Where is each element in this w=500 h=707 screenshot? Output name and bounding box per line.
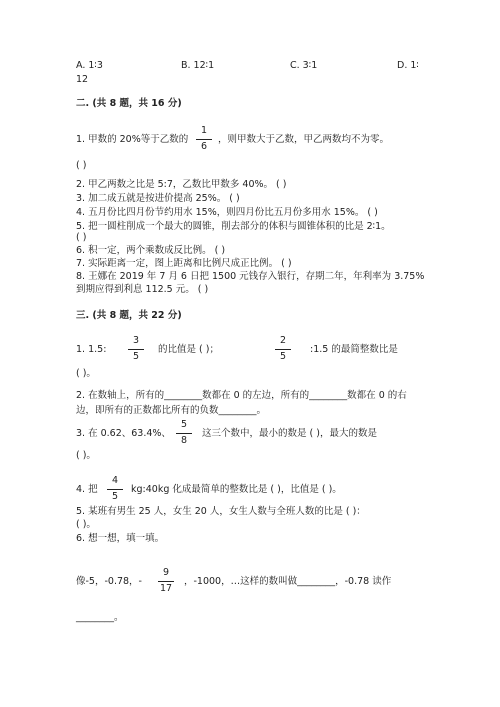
s2-q5: 5. 把一圆柱削成一个最大的圆锥，削去部分的体积与圆锥体积的比是 2∶1。 [76,221,391,232]
s3-q2-line2: 边，即所有的正数都比所有的负数________。 [76,405,267,416]
s2-q6: 6. 积一定，两个乘数成反比例。 ( ) [76,245,226,256]
s3-q6: 6. 想一想，填一填。 [76,533,165,544]
fraction-bar [107,489,123,490]
s3-q3-text-start: 3. 在 0.62、63.4%、 [76,428,171,439]
section2-heading: 二. (共 8 题，共 16 分) [76,98,182,109]
fraction-denominator: 17 [159,583,173,594]
s3-q6-fraction [158,567,174,595]
s3-q6-text-start: 像-5，-0.78，- [76,576,142,587]
s3-q6-line2: ________。 [76,612,124,623]
fraction-denominator: 5 [279,351,287,362]
s2-q8-line2: 到期应得到利息 112.5 元。 ( ) [76,284,209,295]
s3-q2-line1: 2. 在数轴上，所有的________数都在 0 的左边，所有的________数都在 0 的右 [76,390,407,401]
fraction-bar [158,581,174,582]
option-b: B. 12∶1 [181,60,215,71]
fraction-numerator: 3 [132,335,140,346]
s2-q7: 7. 实际距离一定，图上距离和比例尺成正比例。 ( ) [76,258,292,269]
s3-q5-line2: ( )。 [76,519,96,530]
option-a: A. 1∶3 [76,60,103,71]
fraction-numerator: 9 [162,567,170,578]
fraction-denominator: 6 [200,141,208,152]
s3-q1-text-end: :1.5 的最简整数比是 [310,344,398,355]
fraction-denominator: 8 [180,435,188,446]
option-c: C. 3∶1 [290,60,318,71]
s3-q1-text-mid: 的比值是 ( )； [158,344,219,355]
s2-q1-answer-paren: ( ) [76,160,87,171]
s3-q3-text-end: 这三个数中，最小的数是 ( )，最大的数是 [202,428,377,439]
s2-q1-fraction [196,125,212,153]
s3-q1-text-start: 1. 1.5: [76,344,107,355]
s3-q3-line2: ( )。 [76,450,96,461]
s2-q5-answer-paren: ( ) [76,232,87,243]
s3-q6-text-end: ，-1000，…这样的数叫做________，-0.78 读作 [184,576,392,587]
fraction-numerator: 5 [180,419,188,430]
s3-q5-line1: 5. 某班有男生 25 人，女生 20 人，女生人数与全班人数的比是 ( )： [76,506,366,517]
s2-q4: 4. 五月份比四月份节约用水 15%，则四月份比五月份多用水 15%。 ( ) [76,207,378,218]
fraction-denominator: 5 [111,491,119,502]
s2-q8-line1: 8. 王娜在 2019 年 7 月 6 日把 1500 元钱存入银行，存期二年，年利率为 3.75% [76,271,425,282]
fraction-numerator: 1 [200,125,208,136]
s3-q4-fraction [107,475,123,503]
section3-heading: 三. (共 8 题，共 22 分) [76,310,182,321]
fraction-bar [196,139,212,140]
option-d-continued: 12 [76,74,89,85]
s3-q3-fraction [176,419,192,447]
s3-q1-fraction-1 [128,335,144,363]
option-d: D. 1∶ [397,60,419,71]
s3-q1-fraction-2 [275,335,291,363]
fraction-numerator: 2 [279,335,287,346]
s2-q1-text-end: ，则甲数大于乙数，甲乙两数均不为零。 [218,134,390,145]
s3-q1-line2: ( )。 [76,368,96,379]
fraction-bar [128,349,144,350]
fraction-bar [275,349,291,350]
s2-q2: 2. 甲乙两数之比是 5:7，乙数比甲数多 40%。 ( ) [76,179,287,190]
s3-q4-text-end: kg:40kg 化成最简单的整数比是 ( )，比值是 ( )。 [131,484,342,495]
s2-q1-text-start: 1. 甲数的 20%等于乙数的 [76,134,189,145]
fraction-bar [176,433,192,434]
fraction-numerator: 4 [111,475,119,486]
fraction-denominator: 5 [132,351,140,362]
s3-q4-text-start: 4. 把 [76,484,98,495]
s2-q3: 3. 加二成五就是按进价提高 25%。 ( ) [76,193,240,204]
